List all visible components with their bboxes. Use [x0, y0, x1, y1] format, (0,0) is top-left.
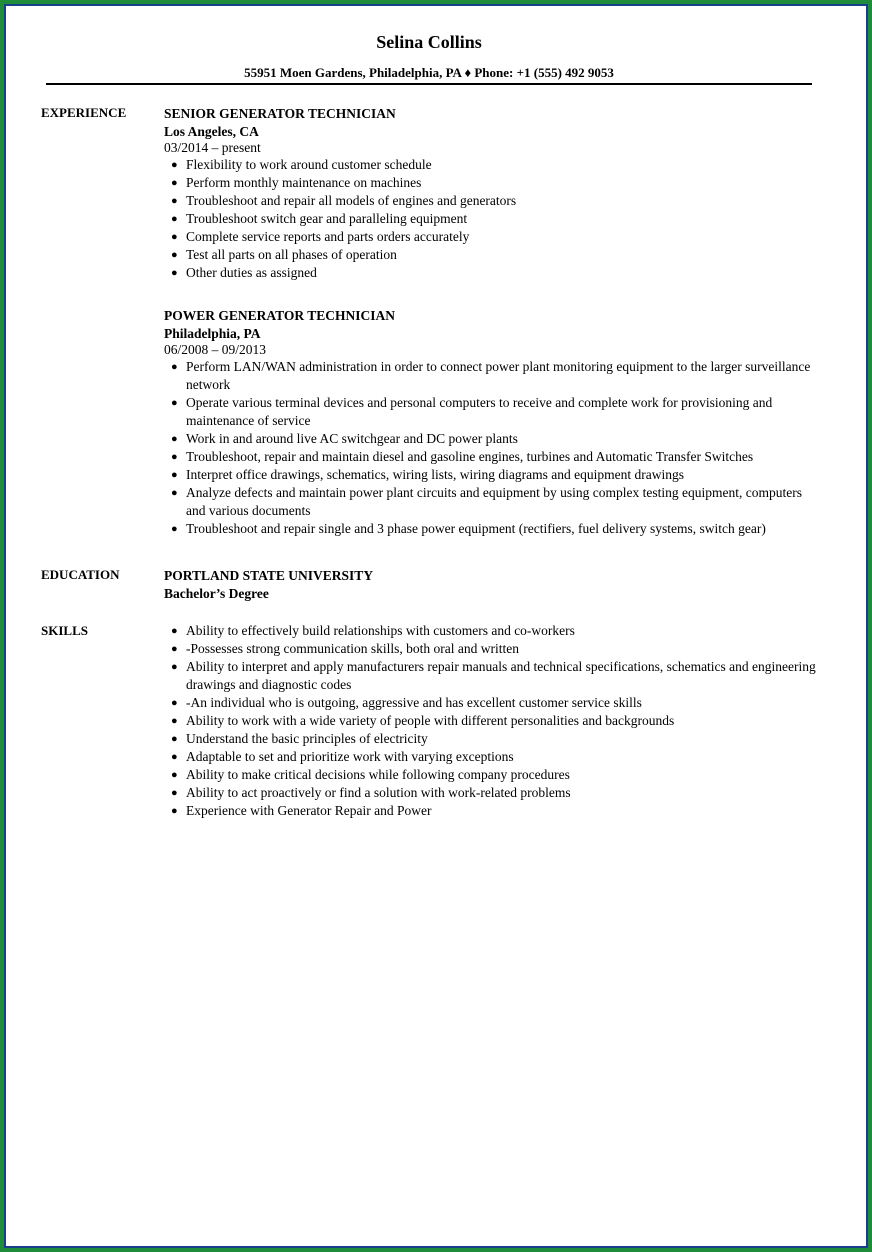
- list-item: ● Other duties as assigned: [171, 265, 317, 280]
- candidate-name: Selina Collins: [376, 32, 482, 52]
- list-item: ● Flexibility to work around customer schedule: [171, 157, 432, 172]
- bullet-icon: ●: [171, 751, 178, 763]
- bullet-icon: ●: [171, 267, 178, 279]
- bullet-icon: ●: [171, 661, 178, 673]
- list-item: ● Operate various terminal devices and personal computers to receive and complete work for provisioning and maintenance of service: [171, 395, 773, 428]
- skills-label: SKILLS: [41, 623, 88, 638]
- bullet-icon: ●: [171, 213, 178, 225]
- bullet-icon: ●: [171, 231, 178, 243]
- education-label: EDUCATION: [41, 567, 120, 582]
- bullet-icon: ●: [171, 177, 178, 189]
- bullet-icon: ●: [171, 195, 178, 207]
- job-location: Philadelphia, PA: [164, 326, 261, 341]
- bullet-icon: ●: [171, 361, 178, 373]
- list-item: ● Troubleshoot and repair all models of engines and generators: [171, 193, 517, 208]
- list-item: ● Perform LAN/WAN administration in order to connect power plant monitoring equipment to the larger surveillance network: [171, 359, 811, 392]
- job-title: POWER GENERATOR TECHNICIAN: [164, 308, 396, 323]
- skills-entry: [164, 622, 824, 820]
- job-dates: 06/2008 – 09/2013: [164, 342, 267, 357]
- list-item: ● Ability to effectively build relationships with customers and co-workers: [171, 623, 575, 638]
- list-item: ● Experience with Generator Repair and Power: [171, 803, 432, 818]
- bullet-icon: ●: [171, 397, 178, 409]
- bullet-icon: ●: [171, 697, 178, 709]
- job-title: SENIOR GENERATOR TECHNICIAN: [164, 106, 396, 121]
- bullet-icon: ●: [171, 249, 178, 261]
- bullet-icon: ●: [171, 787, 178, 799]
- bullet-icon: ●: [171, 715, 178, 727]
- bullet-icon: ●: [171, 433, 178, 445]
- bullet-icon: ●: [171, 643, 178, 655]
- job-bullets: [164, 156, 824, 282]
- job-2: [164, 307, 824, 538]
- list-item: ● Ability to make critical decisions while following company procedures: [171, 767, 570, 782]
- bullet-icon: ●: [171, 523, 178, 535]
- education-entry: [164, 567, 824, 602]
- list-item: ● Troubleshoot and repair single and 3 phase power equipment (rectifiers, fuel delivery systems, switch gear): [171, 521, 766, 536]
- job-bullets: [164, 358, 824, 538]
- header-divider: [46, 83, 812, 85]
- list-item: ● Analyze defects and maintain power plant circuits and equipment by using complex testing equipment, computers and various documents: [171, 485, 802, 518]
- list-item: ● Complete service reports and parts orders accurately: [171, 229, 470, 244]
- job-dates: 03/2014 – present: [164, 140, 261, 155]
- bullet-icon: ●: [171, 487, 178, 499]
- list-item: ● Ability to work with a wide variety of people with different personalities and backgrounds: [171, 713, 675, 728]
- list-item: ● Ability to interpret and apply manufacturers repair manuals and technical specifications, schematics and engineering drawings and diagnostic codes: [171, 659, 816, 692]
- list-item: ● Perform monthly maintenance on machines: [171, 175, 422, 190]
- bullet-icon: ●: [171, 733, 178, 745]
- bullet-icon: ●: [171, 159, 178, 171]
- list-item: ● Ability to act proactively or find a solution with work-related problems: [171, 785, 571, 800]
- contact-line: 55951 Moen Gardens, Philadelphia, PA ♦ Phone: +1 (555) 492 9053: [244, 65, 614, 80]
- bullet-icon: ●: [171, 469, 178, 481]
- list-item: ● Adaptable to set and prioritize work with varying exceptions: [171, 749, 514, 764]
- list-item: ● Test all parts on all phases of operation: [171, 247, 397, 262]
- list-item: ● -An individual who is outgoing, aggressive and has excellent customer service skills: [171, 695, 642, 710]
- job-1: [164, 105, 824, 282]
- bullet-icon: ●: [171, 451, 178, 463]
- list-item: ● -Possesses strong communication skills, both oral and written: [171, 641, 519, 656]
- experience-label: EXPERIENCE: [41, 105, 127, 120]
- degree: Bachelor’s Degree: [164, 586, 269, 601]
- bullet-icon: ●: [171, 769, 178, 781]
- bullet-icon: ●: [171, 805, 178, 817]
- list-item: ● Troubleshoot, repair and maintain diesel and gasoline engines, turbines and Automatic Transfer Switches: [171, 449, 754, 464]
- list-item: ● Work in and around live AC switchgear and DC power plants: [171, 431, 518, 446]
- bullet-icon: ●: [171, 625, 178, 637]
- list-item: ● Interpret office drawings, schematics, wiring lists, wiring diagrams and equipment drawings: [171, 467, 685, 482]
- school-name: PORTLAND STATE UNIVERSITY: [164, 568, 374, 583]
- job-location: Los Angeles, CA: [164, 124, 259, 139]
- list-item: ● Understand the basic principles of electricity: [171, 731, 428, 746]
- list-item: ● Troubleshoot switch gear and paralleling equipment: [171, 211, 468, 226]
- skills-bullets: [164, 622, 824, 820]
